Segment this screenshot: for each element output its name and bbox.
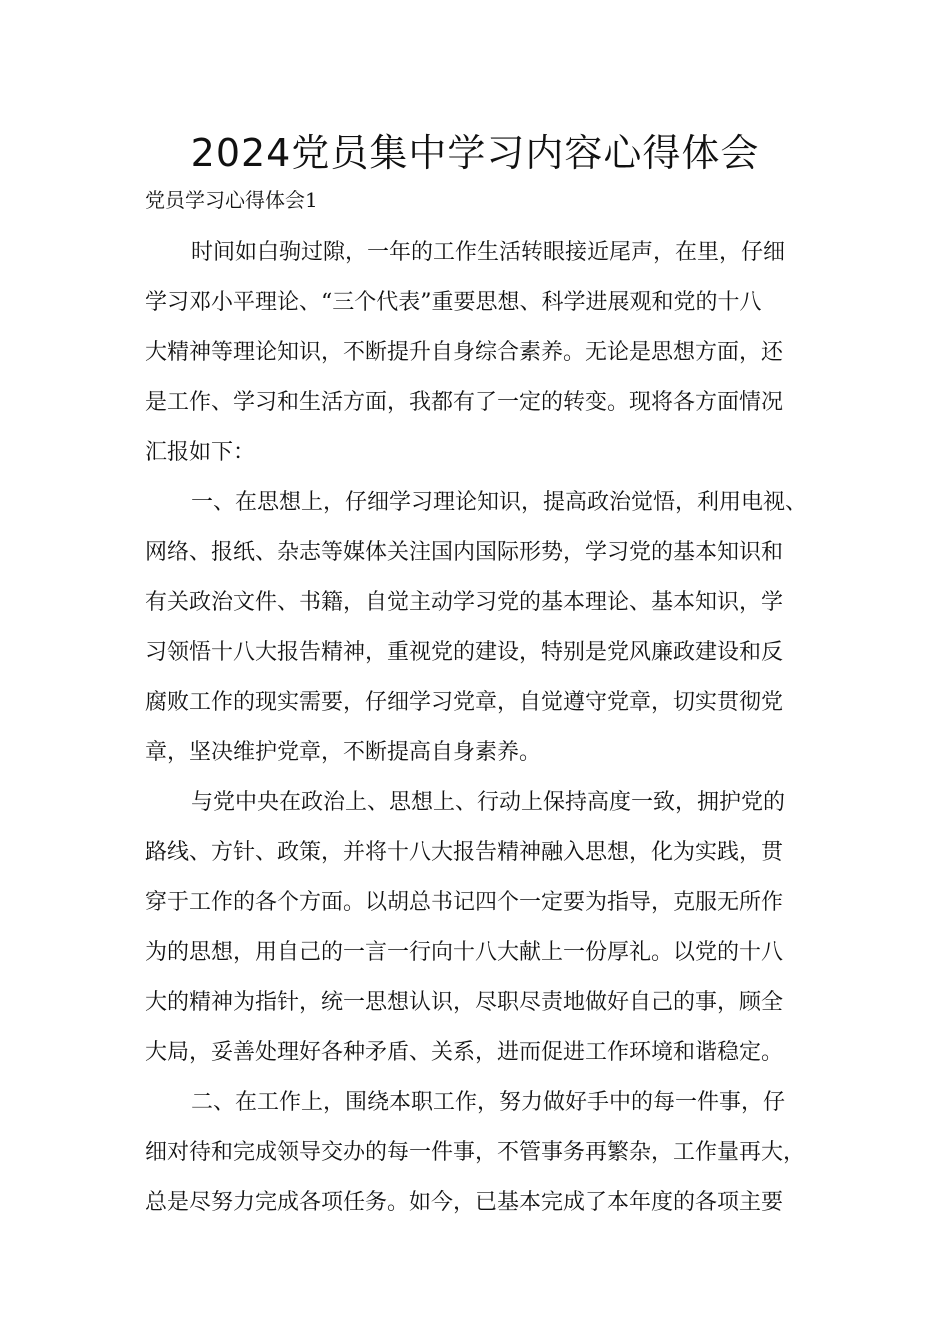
paragraph-line: 大精神等理论知识，不断提升自身综合素养。无论是思想方面，还 bbox=[145, 340, 784, 365]
paragraph bbox=[145, 228, 835, 478]
paragraph-line: 与党中央在政治上、思想上、行动上保持高度一致，拥护党的 bbox=[191, 790, 786, 815]
paragraph-line: 细对待和完成领导交办的每一件事，不管事务再繁杂，工作量再大， bbox=[145, 1140, 806, 1165]
paragraph-line: 腐败工作的现实需要，仔细学习党章，自觉遵守党章，切实贯彻党 bbox=[145, 690, 784, 715]
paragraph-line: 路线、方针、政策，并将十八大报告精神融入思想，化为实践，贯 bbox=[145, 840, 784, 865]
paragraph-line: 习领悟十八大报告精神，重视党的建设，特别是党风廉政建设和反 bbox=[145, 640, 784, 665]
document-subtitle: 党员学习心得体会1 bbox=[145, 188, 318, 212]
paragraph-line: 大的精神为指针，统一思想认识，尽职尽责地做好自己的事，顾全 bbox=[145, 990, 784, 1015]
paragraph-line: 学习邓小平理论、“三个代表”重要思想、科学进展观和党的十八 bbox=[145, 290, 762, 315]
paragraph-line: 汇报如下： bbox=[145, 440, 256, 465]
paragraph-line: 是工作、学习和生活方面，我都有了一定的转变。现将各方面情况 bbox=[145, 390, 784, 415]
paragraph-line: 大局，妥善处理好各种矛盾、关系，进而促进工作环境和谐稳定。 bbox=[145, 1040, 784, 1065]
paragraph-line: 穿于工作的各个方面。以胡总书记四个一定要为指导，克服无所作 bbox=[145, 890, 784, 915]
document-body bbox=[145, 228, 835, 1228]
paragraph-line: 时间如白驹过隙，一年的工作生活转眼接近尾声，在里，仔细 bbox=[191, 240, 786, 265]
document-title: 2024党员集中学习内容心得体会 bbox=[190, 131, 760, 175]
paragraph-line: 为的思想，用自己的一言一行向十八大献上一份厚礼。以党的十八 bbox=[145, 940, 784, 965]
paragraph bbox=[145, 478, 835, 778]
paragraph-line: 一、在思想上，仔细学习理论知识，提高政治觉悟，利用电视、 bbox=[191, 490, 808, 515]
paragraph bbox=[145, 1078, 835, 1228]
paragraph-line: 总是尽努力完成各项任务。如今，已基本完成了本年度的各项主要 bbox=[145, 1190, 784, 1215]
paragraph bbox=[145, 778, 835, 1078]
paragraph-line: 章，坚决维护党章，不断提高自身素养。 bbox=[145, 740, 542, 765]
paragraph-line: 有关政治文件、书籍，自觉主动学习党的基本理论、基本知识，学 bbox=[145, 590, 784, 615]
paragraph-line: 网络、报纸、杂志等媒体关注国内国际形势，学习党的基本知识和 bbox=[145, 540, 784, 565]
paragraph-line: 二、在工作上，围绕本职工作，努力做好手中的每一件事，仔 bbox=[191, 1090, 786, 1115]
